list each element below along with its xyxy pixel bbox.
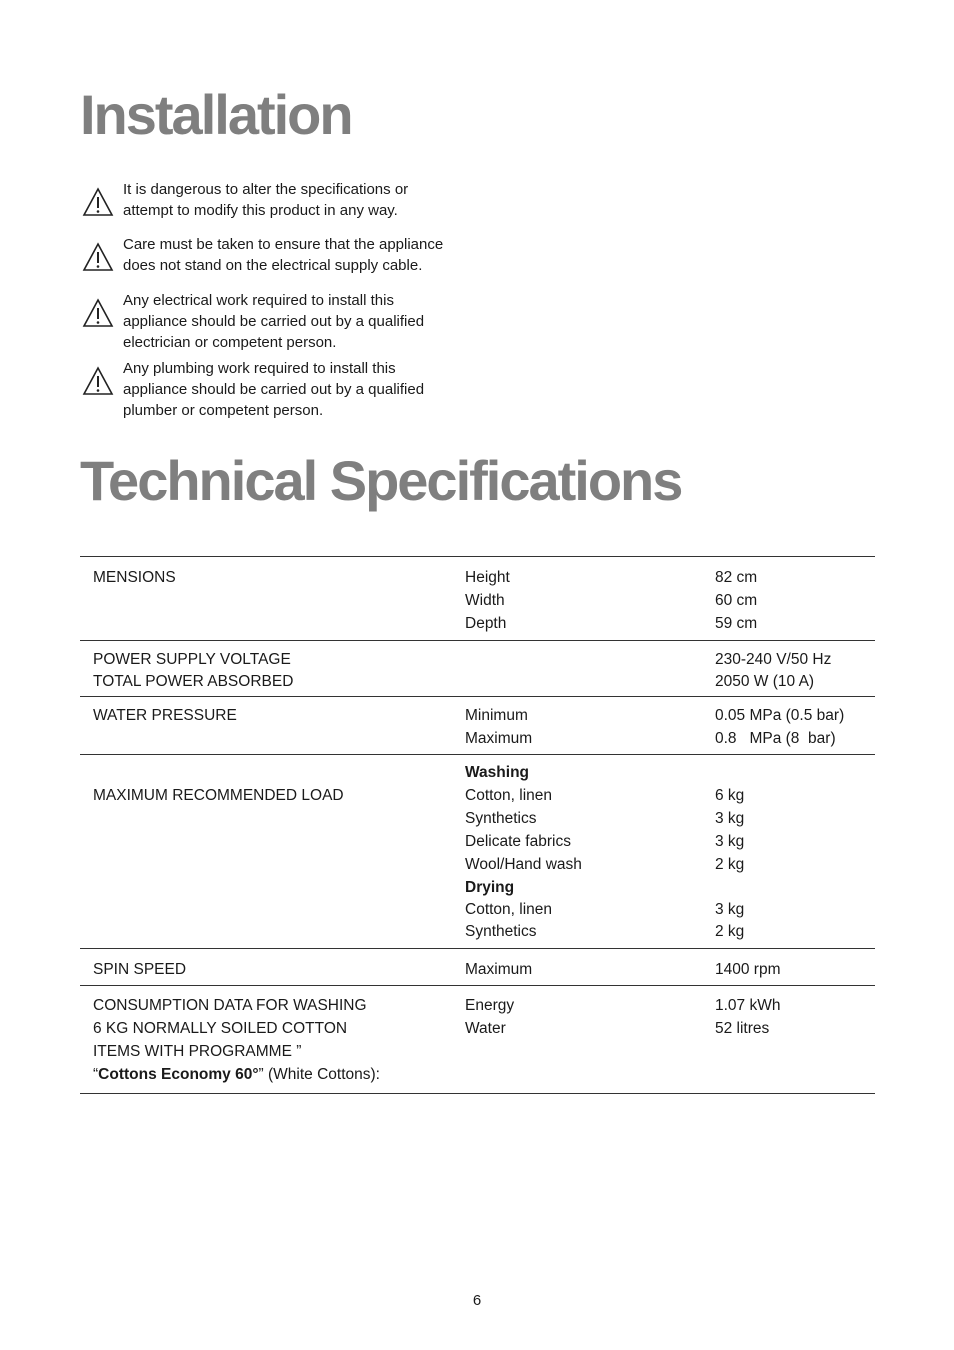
spec-item: Minimum: [465, 707, 528, 724]
spec-label: WATER PRESSURE: [93, 707, 237, 724]
table-row: [80, 949, 875, 986]
warning-text-line: appliance should be carried out by a qualified: [123, 313, 425, 330]
washing-heading: Washing: [465, 764, 530, 781]
warning-triangle-icon: [82, 187, 114, 217]
spec-value: 6 kg: [715, 787, 745, 804]
spec-item: Synthetics: [465, 923, 537, 940]
spec-label: SPIN SPEED: [93, 961, 187, 978]
spec-item: Delicate fabrics: [465, 833, 571, 850]
spec-label: 6 KG NORMALLY SOILED COTTON: [93, 1020, 348, 1037]
table-row: [80, 986, 875, 1094]
spec-item: Width: [465, 592, 505, 609]
spec-item: Synthetics: [465, 810, 537, 827]
spec-item: Depth: [465, 615, 507, 632]
warning-text-line: Care must be taken to ensure that the appliance: [123, 236, 444, 253]
installation-title: Installation: [80, 83, 352, 146]
warning-text-line: Any electrical work required to install this: [123, 292, 394, 309]
warning-text-line: plumber or competent person.: [123, 402, 324, 419]
spec-value: 1400 rpm: [715, 961, 781, 978]
spec-label: CONSUMPTION DATA FOR WASHING: [93, 997, 367, 1014]
spec-item: Energy: [465, 997, 515, 1014]
spec-label-programme-line: [93, 1063, 465, 1086]
spec-value: 2 kg: [715, 856, 745, 873]
spec-value: 82 cm: [715, 569, 758, 586]
spec-item: Water: [465, 1020, 506, 1037]
spec-value: 60 cm: [715, 592, 758, 609]
table-row: [80, 557, 875, 641]
page-number: 6: [472, 1292, 482, 1309]
technical-specifications-title: Technical Specifications: [80, 449, 682, 512]
spec-label: TOTAL POWER ABSORBED: [93, 673, 294, 690]
warning-text-line: does not stand on the electrical supply cable.: [123, 257, 423, 274]
warning-text-line: Any plumbing work required to install this: [123, 360, 396, 377]
spec-item: Cotton, linen: [465, 787, 553, 804]
spec-item: Maximum: [465, 961, 533, 978]
spec-label: ITEMS WITH PROGRAMME ”: [93, 1043, 302, 1060]
spec-item: Maximum: [465, 730, 533, 747]
spec-value: 0.8 MPa (8 bar): [715, 730, 836, 747]
spec-item: Cotton, linen: [465, 901, 553, 918]
warning-triangle-icon: [82, 366, 114, 396]
warning-text-line: It is dangerous to alter the specifications or: [123, 181, 409, 198]
table-row: [80, 697, 875, 755]
spec-value: 230-240 V/50 Hz: [715, 651, 832, 668]
warning-text-line: electrician or competent person.: [123, 334, 337, 351]
table-row: [80, 755, 875, 949]
spec-value: 59 cm: [715, 615, 758, 632]
spec-value: 2050 W (10 A): [715, 673, 815, 690]
warning-triangle-icon: [82, 298, 114, 328]
spec-item: Height: [465, 569, 510, 586]
spec-value: 3 kg: [715, 810, 745, 827]
quote-open: “: [93, 1066, 99, 1083]
warning-text-line: appliance should be carried out by a qualified: [123, 381, 425, 398]
warning-triangle-icon: [82, 242, 114, 272]
spec-item: Wool/Hand wash: [465, 856, 582, 873]
spec-value: 2 kg: [715, 923, 745, 940]
spec-value: 3 kg: [715, 901, 745, 918]
spec-value: 3 kg: [715, 833, 745, 850]
spec-value: 0.05 MPa (0.5 bar): [715, 707, 845, 724]
table-row: [80, 641, 875, 697]
spec-value: 52 litres: [715, 1020, 770, 1037]
programme-suffix: ” (White Cottons):: [258, 1066, 380, 1083]
drying-heading: Drying: [465, 879, 515, 896]
spec-label: MAXIMUM RECOMMENDED LOAD: [93, 787, 344, 804]
spec-label: POWER SUPPLY VOLTAGE: [93, 651, 291, 668]
warning-text-line: attempt to modify this product in any way.: [123, 202, 398, 219]
spec-label: MENSIONS: [93, 569, 176, 586]
programme-name: Cottons Economy 60°: [98, 1066, 259, 1083]
spec-value: 1.07 kWh: [715, 997, 781, 1014]
specifications-table: [80, 556, 875, 1094]
